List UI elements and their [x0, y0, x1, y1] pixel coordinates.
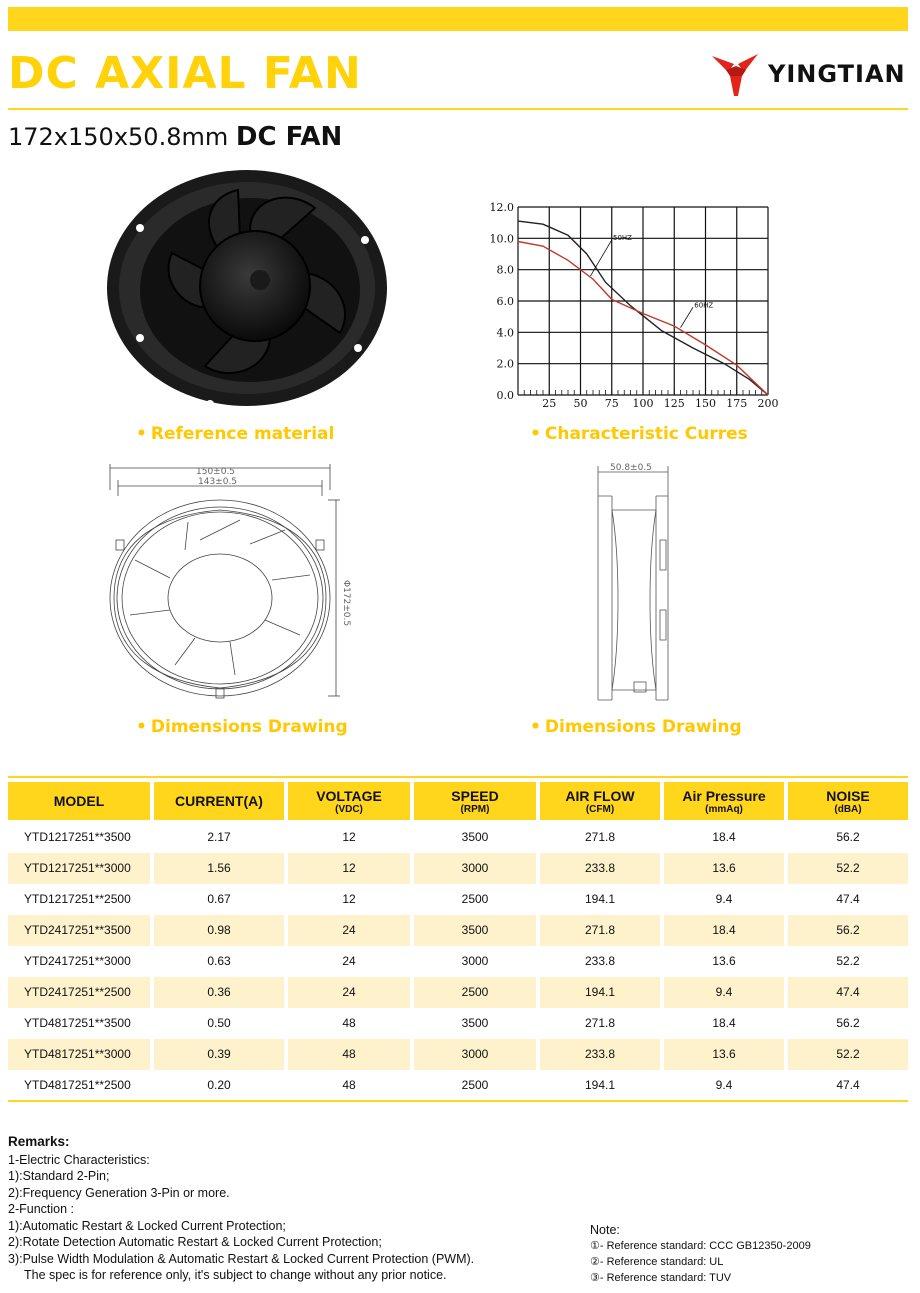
- dim-diameter: Φ172±0.5: [341, 580, 351, 627]
- caption-curves: • Characteristic Curres: [530, 424, 748, 444]
- cell-airflow: 271.8: [584, 1016, 616, 1030]
- series-label-60hz: 60HZ: [694, 301, 714, 310]
- label-leader: [681, 307, 694, 327]
- cell-airflow: 233.8: [540, 1039, 660, 1070]
- remark-line: 3):Pulse Width Modulation & Automatic Restart & Locked Current Protection (PWM).: [8, 1251, 475, 1266]
- y-tick-label: 0.0: [496, 389, 514, 402]
- y-tick-label: 8.0: [496, 263, 514, 277]
- cell-airflow: 271.8: [540, 915, 660, 946]
- cell-airflow: 233.8: [584, 954, 616, 968]
- cell-voltage: 48: [288, 1039, 410, 1070]
- remark-line: 1-Electric Characteristics:: [8, 1152, 150, 1167]
- cell-model: YTD2417251**3000: [24, 954, 131, 968]
- table-row: [8, 853, 908, 884]
- header-noise: NOISE (dBA): [788, 782, 908, 820]
- cell-current: 0.63: [207, 954, 231, 968]
- note-title: Note:: [590, 1223, 620, 1237]
- cell-current: 0.98: [154, 915, 284, 946]
- table-row: [8, 977, 908, 1008]
- side-dimensions-drawing: [590, 460, 690, 710]
- cell-noise: 52.2: [788, 1039, 908, 1070]
- cell-current: 0.36: [154, 977, 284, 1008]
- cell-noise: 56.2: [788, 915, 908, 946]
- cell-model: YTD1217251**2500: [24, 892, 131, 906]
- x-tick-label: 125: [663, 397, 685, 410]
- caption-dims-front: • Dimensions Drawing: [136, 717, 348, 737]
- cell-air-pressure: 13.6: [712, 954, 736, 968]
- page-title: DC AXIAL FAN: [8, 48, 362, 99]
- remark-line: 2):Rotate Detection Automatic Restart & Locked Current Protection;: [8, 1235, 382, 1249]
- table-row: [8, 822, 908, 853]
- title-divider: [8, 108, 908, 110]
- header-speed: SPEED (RPM): [414, 782, 536, 820]
- dim-width-outer: 150±0.5: [196, 467, 236, 477]
- note-section: [590, 1222, 811, 1286]
- cell-noise: 56.2: [836, 830, 860, 844]
- table-header: [8, 782, 908, 820]
- x-tick-label: 150: [695, 397, 716, 410]
- cell-noise: 47.4: [836, 1078, 860, 1092]
- table-row: [8, 1039, 908, 1070]
- cell-air-pressure: 13.6: [664, 853, 784, 884]
- cell-airflow: 194.1: [584, 1078, 616, 1092]
- cell-noise: 52.2: [788, 853, 908, 884]
- header-model: MODEL: [8, 782, 150, 820]
- cell-model: YTD2417251**3500: [8, 915, 150, 946]
- cell-air-pressure: 13.6: [664, 1039, 784, 1070]
- cell-model: YTD4817251**2500: [24, 1078, 131, 1092]
- label-leader: [591, 240, 612, 276]
- header-air-pressure: Air Pressure (mmAq): [664, 782, 784, 820]
- cell-air-pressure: 9.4: [715, 892, 733, 906]
- cell-air-pressure: 9.4: [664, 977, 784, 1008]
- x-tick-label: 25: [542, 397, 557, 410]
- remarks-section: [8, 1134, 568, 1284]
- remark-line: 2-Function :: [8, 1202, 75, 1216]
- cell-speed: 3500: [461, 830, 489, 844]
- cell-model: YTD4817251**3500: [24, 1016, 131, 1030]
- y-tick-label: 4.0: [496, 326, 514, 340]
- cell-speed: 3000: [414, 1039, 536, 1070]
- note-item: ③- Reference standard: TUV: [590, 1272, 732, 1284]
- fan-photo: [100, 168, 390, 418]
- cell-noise: 47.4: [788, 977, 908, 1008]
- cell-air-pressure: 18.4: [712, 830, 736, 844]
- subtitle-type: DC FAN: [235, 122, 343, 152]
- caption-reference: • Reference material: [136, 424, 334, 444]
- brand-name: YINGTIAN: [768, 60, 906, 88]
- cell-speed: 3000: [461, 954, 489, 968]
- y-tick-label: 2.0: [496, 357, 514, 371]
- cell-airflow: 271.8: [584, 830, 616, 844]
- yingtian-logo-icon: [708, 50, 764, 100]
- cell-current: 0.50: [207, 1016, 231, 1030]
- series-label-50hz: 50HZ: [613, 233, 632, 242]
- remark-line: 1):Automatic Restart & Locked Current Protection;: [8, 1218, 286, 1233]
- remark-line: 1):Standard 2-Pin;: [8, 1169, 110, 1183]
- front-dimensions-drawing: [100, 460, 360, 710]
- dim-depth: 50.8±0.5: [610, 463, 652, 473]
- cell-noise: 52.2: [836, 954, 860, 968]
- cell-air-pressure: 18.4: [712, 1016, 736, 1030]
- x-tick-label: 100: [632, 397, 654, 410]
- table-row: [8, 884, 908, 915]
- remark-line: 2):Frequency Generation 3-Pin or more.: [8, 1185, 230, 1200]
- y-tick-label: 10.0: [489, 232, 514, 246]
- x-tick-label: 200: [757, 397, 779, 410]
- cell-current: 0.67: [207, 892, 231, 906]
- table-row: [8, 915, 908, 946]
- cell-model: YTD1217251**3000: [8, 853, 150, 884]
- cell-model: YTD2417251**2500: [8, 977, 150, 1008]
- cell-voltage: 48: [342, 1078, 356, 1092]
- brand-logo: [708, 50, 918, 100]
- x-tick-label: 75: [604, 397, 619, 410]
- cell-speed: 3500: [414, 915, 536, 946]
- cell-voltage: 24: [288, 977, 410, 1008]
- table-row: [8, 946, 908, 977]
- cell-speed: 2500: [461, 1078, 489, 1092]
- cell-current: 1.56: [154, 853, 284, 884]
- cell-air-pressure: 9.4: [715, 1078, 733, 1092]
- table-row: [8, 1008, 908, 1039]
- cell-current: 0.39: [154, 1039, 284, 1070]
- remarks-title: Remarks:: [8, 1134, 70, 1149]
- note-item: ①- Reference standard: CCC GB12350-2009: [590, 1240, 811, 1252]
- cell-speed: 3500: [461, 1016, 489, 1030]
- caption-dims-side: • Dimensions Drawing: [530, 717, 742, 737]
- characteristic-chart: [480, 195, 780, 415]
- cell-voltage: 24: [288, 915, 410, 946]
- note-item: ②- Reference standard: UL: [590, 1256, 724, 1268]
- header-airflow: AIR FLOW (CFM): [540, 782, 660, 820]
- cell-airflow: 233.8: [540, 853, 660, 884]
- cell-speed: 2500: [461, 892, 489, 906]
- table-bottom-rule: [8, 1100, 908, 1102]
- cell-voltage: 12: [342, 830, 356, 844]
- cell-voltage: 12: [288, 853, 410, 884]
- y-tick-label: 6.0: [496, 295, 514, 308]
- header-voltage: VOLTAGE (VDC): [288, 782, 410, 820]
- cell-speed: 2500: [414, 977, 536, 1008]
- cell-voltage: 48: [342, 1016, 356, 1030]
- x-tick-label: 175: [726, 397, 748, 410]
- remarks-footer: The spec is for reference only, it's subject to change without any prior notice.: [24, 1268, 447, 1282]
- cell-model: YTD1217251**3500: [24, 830, 131, 844]
- dim-width-inner: 143±0.5: [198, 477, 238, 487]
- table-top-rule: [8, 776, 908, 778]
- x-tick-label: 50: [573, 397, 588, 410]
- y-tick-label: 12.0: [489, 201, 514, 214]
- table-row: [8, 1070, 908, 1101]
- cell-current: 2.17: [207, 830, 231, 844]
- top-accent-bar: [8, 7, 908, 31]
- cell-air-pressure: 18.4: [664, 915, 784, 946]
- cell-model: YTD4817251**3000: [8, 1039, 150, 1070]
- cell-voltage: 12: [342, 892, 356, 906]
- cell-noise: 47.4: [836, 892, 860, 906]
- subtitle-size: 172x150x50.8mm: [8, 123, 229, 151]
- cell-airflow: 194.1: [584, 892, 616, 906]
- header-current: CURRENT(A): [154, 782, 284, 820]
- cell-noise: 56.2: [836, 1016, 860, 1030]
- product-subtitle: [8, 122, 342, 152]
- cell-current: 0.20: [207, 1078, 231, 1092]
- cell-speed: 3000: [414, 853, 536, 884]
- cell-voltage: 24: [342, 954, 356, 968]
- cell-airflow: 194.1: [540, 977, 660, 1008]
